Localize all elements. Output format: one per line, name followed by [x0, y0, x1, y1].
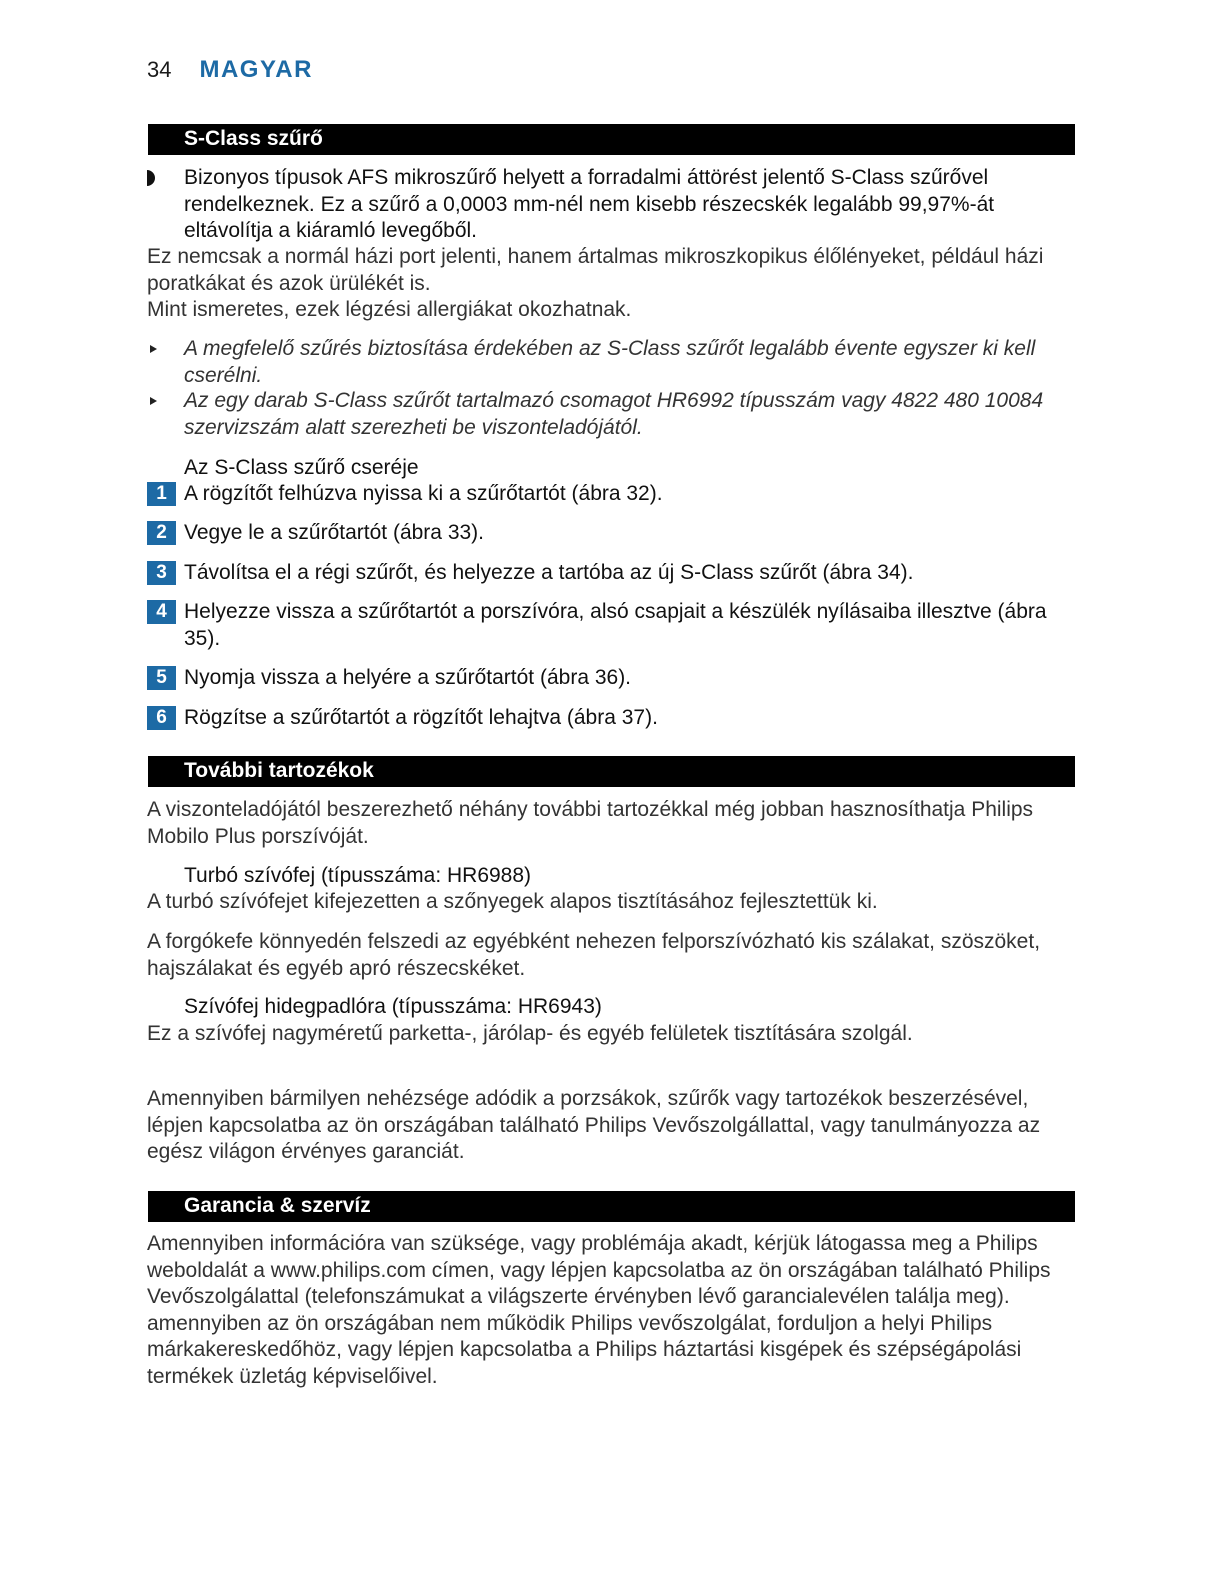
warranty-text: Amennyiben információra van szüksége, vagy problémája akadt, kérjük látogassa meg a Philips weboldalát a www.philips.com címen, vagy lépjen kapcsolatba az ön országában található Philips Vevőszolgálattal (telefonszámukat a világszerte érvényben lévő garancialevélen találja meg). amennyiben az ön országában nem működik Philips vevőszolgálat, forduljon a helyi Philips márkakereskedőhöz, vagy lépjen kapcsolatba a Philips háztartási kisgépek és szépségápolási termékek üzletág képviselőivel.: [147, 1232, 1051, 1388]
step-6: [147, 705, 1082, 732]
step-text: Helyezze vissza a szűrőtartót a porszívóra, alsó csapjait a készülék nyílásaiba illesztve (ábra 35).: [184, 600, 1047, 650]
triangle-bullet-icon: [147, 336, 177, 363]
turbo-text-1: A turbó szívófejet kifejezetten a szőnyegek alapos tisztításához fejlesztettük ki.: [147, 890, 878, 913]
step-text: Nyomja vissza a helyére a szűrőtartót (ábra 36).: [184, 666, 632, 689]
step-text: Vegye le a szűrőtartót (ábra 33).: [184, 521, 484, 544]
step-text: Rögzítse a szűrőtartót a rögzítőt lehajtva (ábra 37).: [184, 706, 658, 729]
note-order-filter: [147, 388, 1082, 441]
bullet-half-disc-icon: [147, 165, 177, 194]
sub-heading-turbo: Turbó szívófej (típusszáma: HR6988): [184, 864, 532, 887]
step-number-badge: 2: [147, 521, 176, 545]
step-4: [147, 599, 1082, 652]
step-number-badge: 4: [147, 600, 176, 624]
step-text: A rögzítőt felhúzva nyissa ki a szűrőtartót (ábra 32).: [184, 482, 663, 505]
sub-heading-filter-replace: Az S-Class szűrő cseréje: [184, 456, 419, 479]
step-number-badge: 5: [147, 666, 176, 690]
section-title-accessories: További tartozékok: [148, 756, 1075, 787]
bullet-text: Bizonyos típusok AFS mikroszűrő helyett a forradalmi áttörést jelentő S-Class szűrővel rendelkeznek. Ez a szűrő a 0,0003 mm-nél nem kisebb részecskék legalább 99,97%-át eltávolítja a kiáramló levegőből.: [184, 166, 995, 242]
page-header: [147, 56, 313, 86]
step-number-badge: 6: [147, 706, 176, 730]
step-number-badge: 3: [147, 561, 176, 585]
step-text: Távolítsa el a régi szűrőt, és helyezze a tartóba az új S-Class szűrőt (ábra 34).: [184, 561, 914, 584]
note-replace-yearly: [147, 336, 1082, 389]
step-1: [147, 481, 1082, 508]
language-heading: MAGYAR: [199, 56, 313, 83]
page-number: 34: [147, 57, 172, 82]
step-2: [147, 520, 1082, 547]
para-line: Mint ismeretes, ezek légzési allergiákat okozhatnak.: [147, 298, 632, 321]
triangle-bullet-icon: [147, 388, 177, 415]
step-5: [147, 665, 1082, 692]
section-title-warranty: Garancia & szervíz: [148, 1191, 1075, 1222]
contact-text: Amennyiben bármilyen nehézsége adódik a porzsákok, szűrők vagy tartozékok beszerzésével, lépjen kapcsolatba az ön országában található Philips Vevőszolgállattal, vagy tanulmányozza az egész világon érvényes garanciát.: [147, 1087, 1041, 1163]
floor-nozzle-text: Ez a szívófej nagyméretű parketta-, járólap- és egyéb felületek tisztítására szolgál.: [147, 1022, 913, 1045]
note-text: A megfelelő szűrés biztosítása érdekében az S-Class szűrőt legalább évente egyszer ki kell cserélni.: [184, 337, 1036, 387]
sub-heading-floor-nozzle: Szívófej hidegpadlóra (típusszáma: HR6943): [184, 995, 602, 1018]
accessories-intro: A viszonteladójától beszerezhető néhány további tartozékkal még jobban hasznosíthatja Philips Mobilo Plus porszívóját.: [147, 798, 1034, 848]
bullet-sclass-intro: [147, 165, 1082, 245]
para-line: Ez nemcsak a normál házi port jelenti, hanem ártalmas mikroszkopikus élőlényeket, például házi: [147, 245, 1044, 268]
step-3: [147, 560, 1082, 587]
turbo-text-2: A forgókefe könnyedén felszedi az egyébként nehezen felporszívózható kis szálakat, szöszöket, hajszálakat és egyéb apró részecskéket.: [147, 930, 1041, 980]
step-number-badge: 1: [147, 482, 176, 506]
para-line: poratkákat és azok ürülékét is.: [147, 271, 431, 295]
sclass-para-1: [147, 244, 1082, 324]
note-text: Az egy darab S-Class szűrőt tartalmazó csomagot HR6992 típusszám vagy 4822 480 10084 szervizszám alatt szerezheti be viszonteladójától.: [184, 389, 1044, 439]
section-title-sclass: S-Class szűrő: [148, 124, 1075, 155]
